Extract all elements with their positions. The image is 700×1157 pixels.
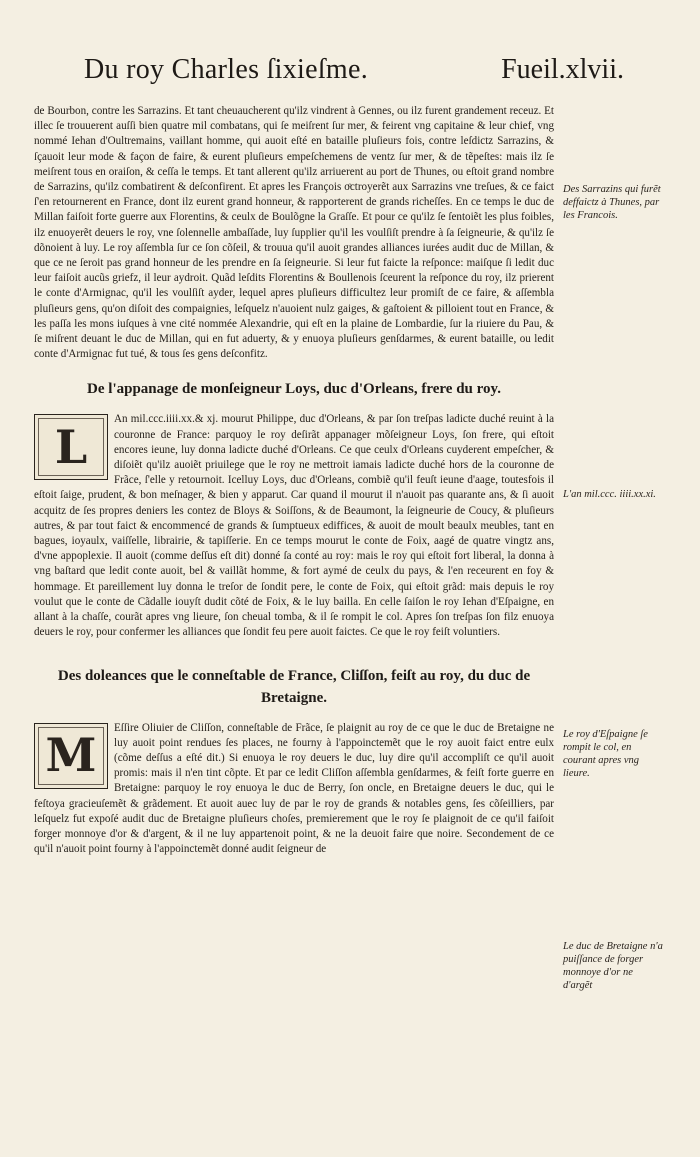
decorated-initial-m: M [34,723,108,789]
section-heading-appanage: De l'appanage de monſeigneur Loys, duc d'Orleans, frere du roy. [87,381,501,398]
paragraph-doleances: Eſſire Oliuier de Cliſſon, conneſtable de Frãce, ſe plaignit au roy de ce que le duc de Bretaigne ne luy auoit point rendues ſes places, ne fourny à l'appoinctemẽt que le roy auoit faict entre eulx (cõme deſſus a eſté dit.) Si enuoya le roy deuers le duc, luy dire qu'il accompliſt ce qu'il auoit promis: mais il n'en tint cõpte. Et par ce ledit Cliſſon aſſembla genſdarmes, & feiſt forte guerre en Bretaigne: parquoy le roy enuoya le duc de Berry, ſon oncle, en Bretaigne deuers le duc, qui le feſtoya gracieuſemẽt & grãdement. Et auoit auec luy de par le roy de grands & notables gens, ſes cõſeilliers, par leſquelz fut expoſé audit duc de Bretaigne pluſieurs choſes, premierement que le roy ſe plaignoit de ce qu'il faiſoit forger monnoye d'or & d'argent, & il ne luy appartenoit point, & ne la deuoit faire que noire. Secondement de ce qu'il n'auoit point fourny à l'appoinctemẽt donné audit ſeigneur de [34,721,554,856]
margin-note-espaigne: Le roy d'Eſpaigne ſe rompit le col, en courant apres vng lieure. [563,729,648,779]
running-head [84,54,624,94]
margin-note-sarrazins: Des Sarrazins qui furẽt deffaictz à Thunes, par les Francois. [563,184,661,221]
running-head-title: Du roy Charles ſixieſme. [84,54,369,85]
decorated-initial-l: L [34,414,108,480]
margin-note-bretaigne: Le duc de Bretaigne n'a puiſſance de forger monnoye d'or ne d'argẽt [563,941,663,991]
intro-paragraph: de Bourbon, contre les Sarrazins. Et tant cheuaucherent qu'ilz vindrent à Gennes, ou ilz furent grandement receuz. Et illec ſe trouuerent auſſi bien quatre mil combatans, qui ſe meiſrent ſur mer, & feirent vng capitaine & leur chief, vng nommé Iehan d'Oultremains, vaillant homme, qui auoit eſté en bataille pluſieurs fois, contre leſdictz Sarrazins, & ſçauoit leur mode & façon de faire, & eurent pluſieurs empeſchemens de ventz ſur mer, & de tẽpeſtes: mais ilz ſe meiſrent tous en oraiſon, & ceſſa le temps. Et tant allerent qu'ilz arriuerent au port de Thunes, ou eſtoit grand nombre de Sarrazins, qu'ilz combatirent & deſconfirent. Et apres les François oͦctroyerẽt aux Sarrazins vne treſues, & ce faict ſ'en retournerent en France, dont ilz eurent grand honneur, & rapporterent de grands richeſſes. En ce temps le duc de Millan faiſoit forte guerre aux Florentins, & ceulx de Boulõgne la Graſſe. Et pour ce qu'ilz ſe ſentoiẽt les plus foibles, ilz enuoyerẽt deuers le roy, vne ſolennelle ambaſſade, luy ſupplier qu'il les voulſiſt prendre à ſa ſeigneurie, & qu'ilz ſe dõnoient à luy. Le roy aſſembla ſur ce ſon cõſeil, & trouua qu'il auoit grandes alliances iurées audit duc de Millan, & que ce ne ſeroit pas grand honneur de les prendre en ſa ſeigneurie. Si leur fut faicte la reſponce: maiſque ſi ledit duc leur faiſoit aucũs griefz, il leur aydroit. Quãd leſdits Florentins & Boullenois ſceurent la reſponce du roy, ilz prierent le conte d'Armignac, qu'il les voulſiſt ayder, lequel apres pluſieurs difficultez leur promiſt de ce faire, & aſſembla pluſieurs gens, qu'on diſoit des compaignies, leſquelz n'auoient nulz gaiges, & gaſtoient & pilloient tout en France, & les paſſa les mons iuſques à vne cité nommée Alexandrie, qui eſt en la plaine de Lombardie, ſur la riuiere du Pau, & ſe miſrent deuant le duc de Millan, qui en fut aduerty, & y enuoya pluſieurs genſdarmes, & eurent bataille, ou ledit conte d'Armignac fut tué, & tous ſes gens deſconfitz. [34,105,554,361]
section-heading-doleances: Des doleances que le conneſtable de France, Cliſſon, feiſt au roy, du duc de Bretaigne. [57,667,531,706]
margin-note-year: L'an mil.ccc. iiii.xx.xi. [563,489,656,500]
section-doleances [34,721,554,858]
folio-number: Fueil.xlvii. [501,54,624,85]
section-appanage [34,412,554,640]
paragraph-appanage: An mil.ccc.iiii.xx.& xj. mourut Philippe, duc d'Orleans, & par ſon treſpas ladicte duché reuint à la couronne de France: parquoy le roy deſirãt appanager mõſeigneur Loys, ſon frere, qui eſtoit encores ieune, luy donna ladicte duché d'Orleans. Ce que ceulx d'Orleans cuyderent empeſcher, & diſoiẽt qu'ilz auoiẽt priuilege que le roy ne mettroit iamais ladicte duché hors de la couronne de Frãce, ſ'elle y retournoit. Icelluy Loys, duc d'Orleans, combiẽ qu'il feuſt ieune d'aage, toutesfois il eſtoit ſaige, prudent, & bon meſnager, & bien y apparut. Car quand il mourut il n'auoit pas quarante ans, & ſi auoit acquitz de ſes propres deniers les contez de Bloys & Soiſſons, & de Beaumont, la ſeigneurie de Coucy, & pluſieurs autres, & par tout faict & encommencé de grands & ſumptueux ediffices, & auoit de moult beaulx meubles, tant en bagues, ioyaulx, vaiſſelle, librairie, & tapiſſerie. En ce temps mourut le conte de Foix, aagé de quatre vingtz ans, d'vne appoplexie. Il auoit (comme deſſus eſt dit) donné ſa conté au roy: mais le roy qui eſtoit fort liberal, la donna à vng baſtard que ledit conte auoit, bel & vaillãt homme, & fort aymé de ceulx du pays, & l'en receurent en foy & hommage. Et pareillement luy donna le treſor de ſondit pere, le conte de Foix, qui eſtoit grãd: mais depuis le roy voulut que le conte de Cãdalle iouyſt dudit cõté de Foix, & le luy bailla. En celle ſaiſon le roy Iehan d'Eſpaigne, en allant à la chaſſe, courãt apres vng lieure, ſon cheual tomba, & il ſe rompit le col. Apres ſon treſpas ſon filz enuoya deuers le roy, pour confermer les alliances que ſondit feu pere auoit faictes. Ce que le roy feiſt voluntiers. [34,413,554,639]
main-text-column [34,104,554,857]
